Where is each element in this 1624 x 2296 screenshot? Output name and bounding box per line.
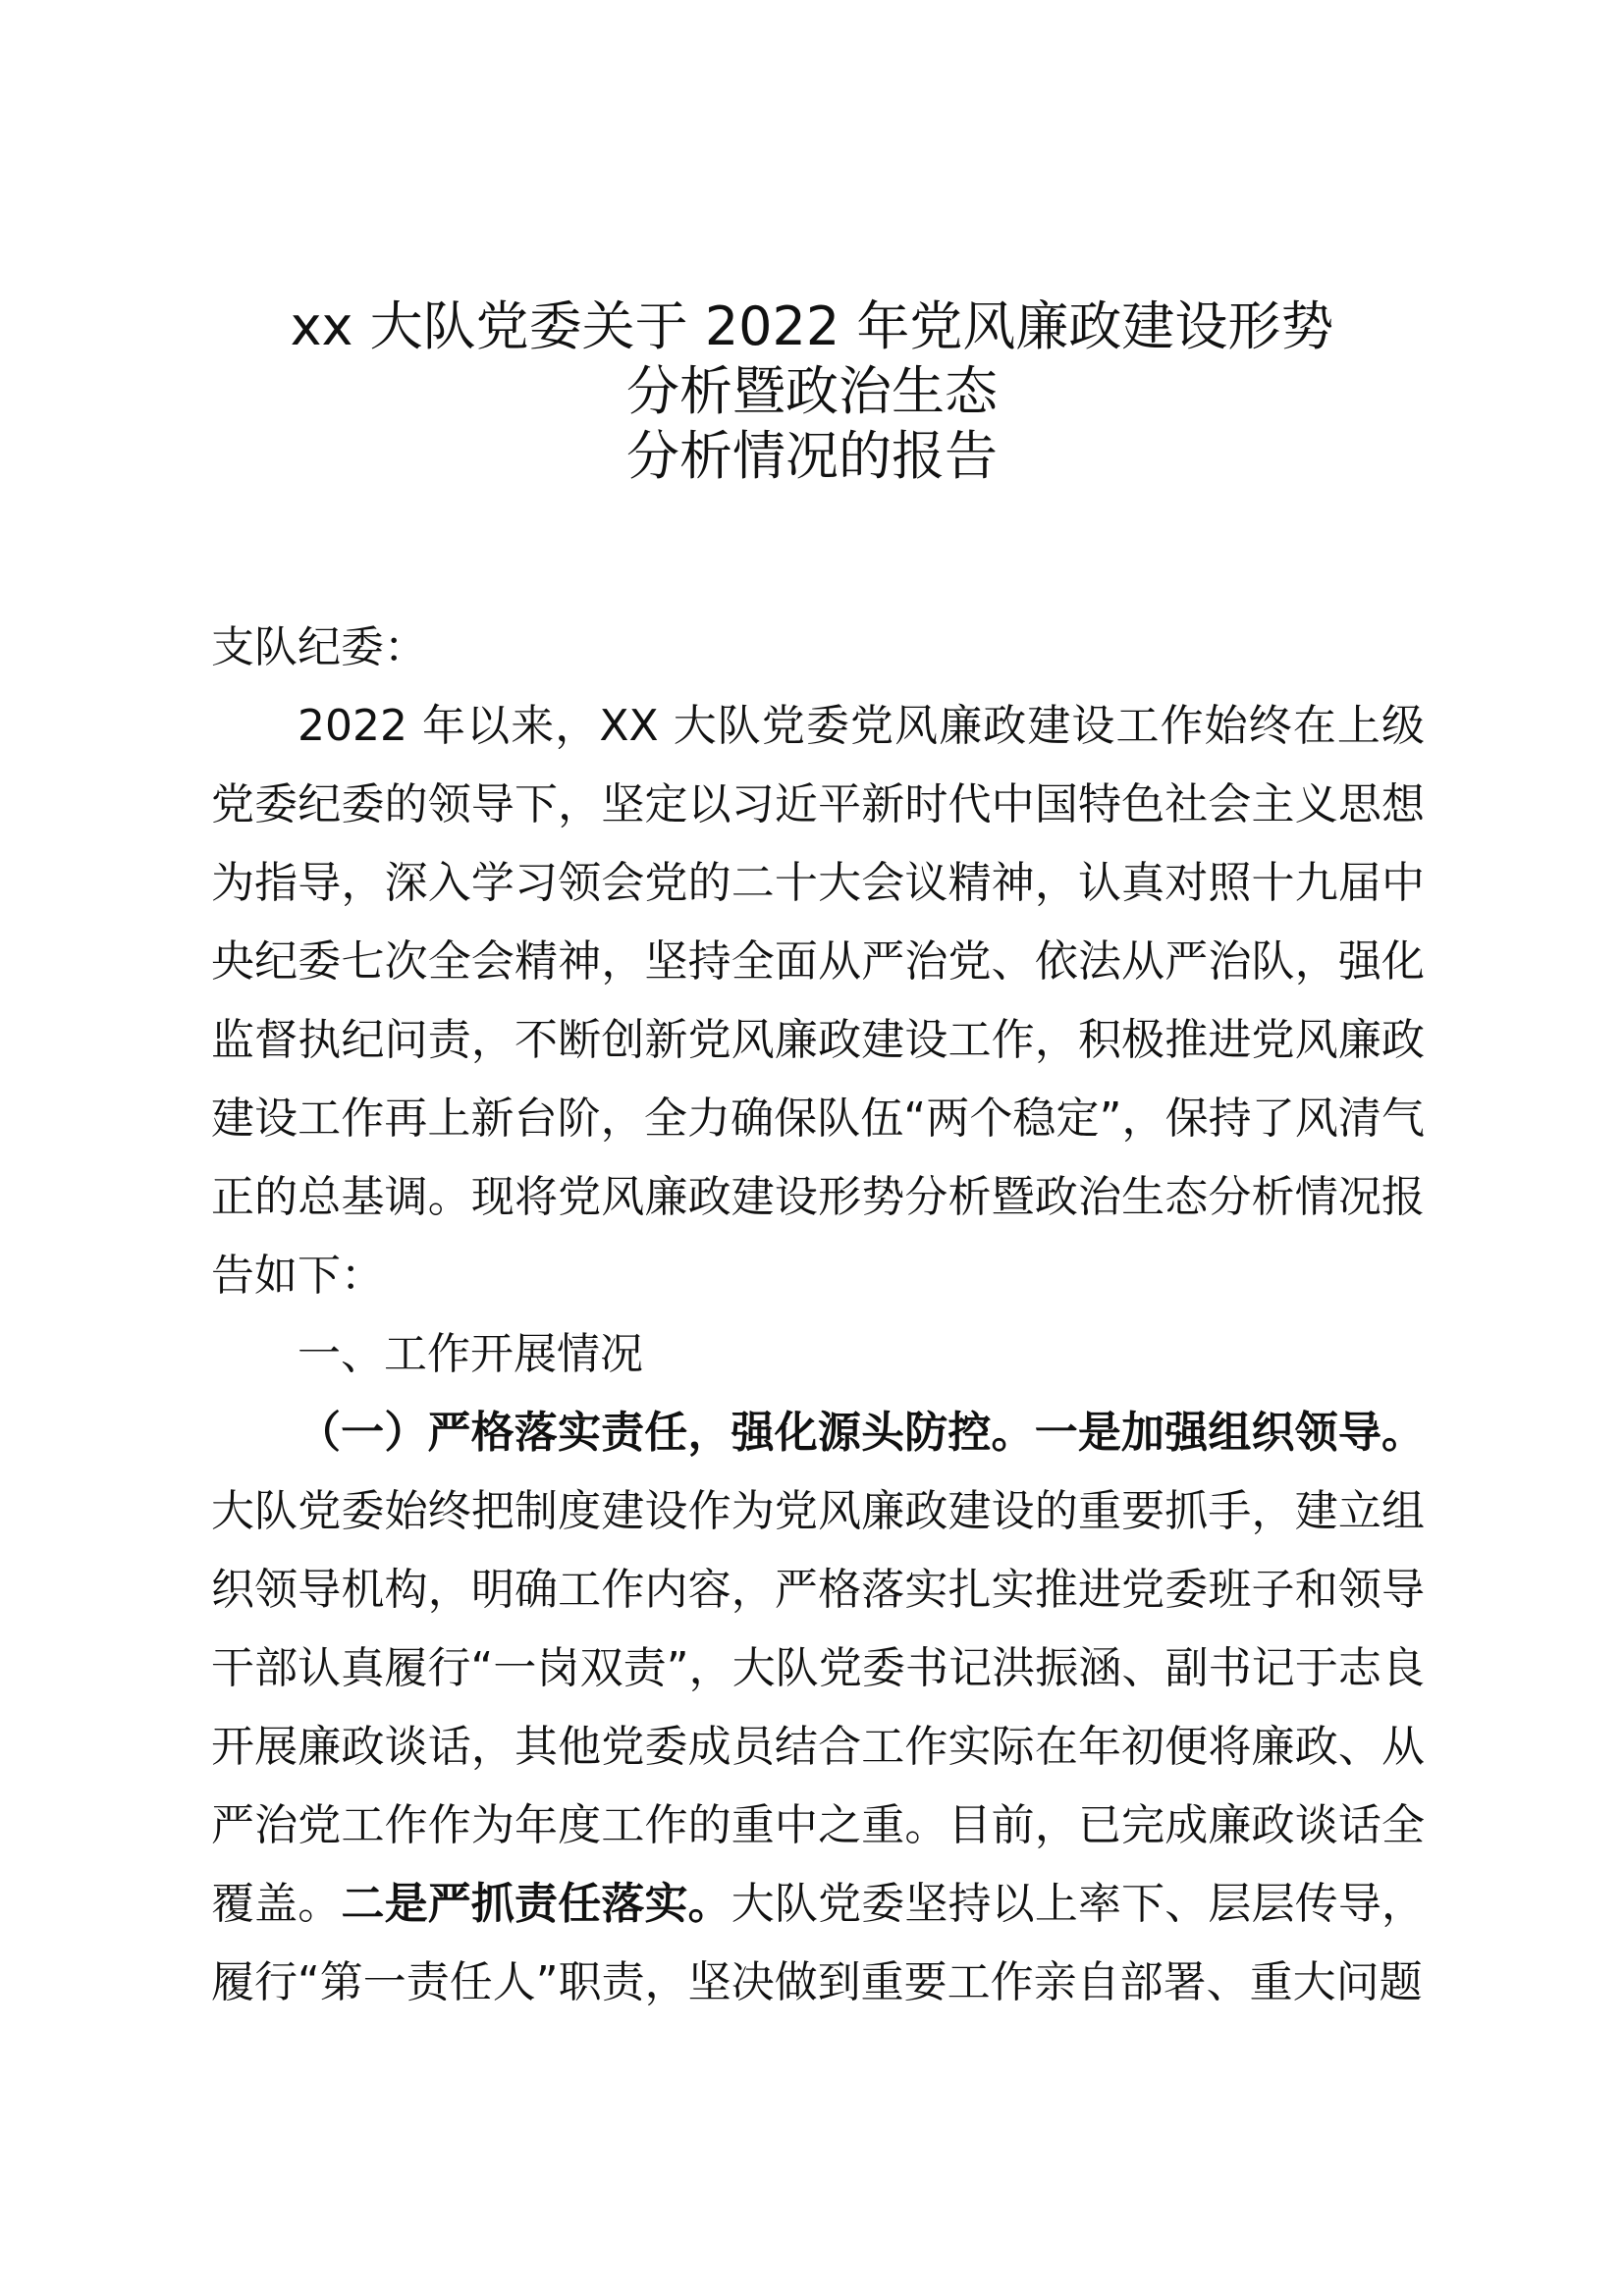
point-1-text: 大队党委始终把制度建设作为党风廉政建设的重要抓手，建立组织领导机构，明确工作内容，严格落实扎实推进党委班子和领导干部认真履行“一岗双责”，大队党委书记洪振涵、副书记于志良开展廉政谈话，其他党委成员结合工作实际在年初便将廉政、从严治党工作作为年度工作的重中之重。目前，已完成廉政谈话全覆盖。 [211,1486,1425,1929]
title-line-2: 分析暨政治生态 [626,360,998,422]
intro-paragraph: 2022 年以来，XX 大队党委党风廉政建设工作始终在上级党委纪委的领导下，坚定以习近平新时代中国特色社会主义思想为指导，深入学习领会党的二十大会议精神，认真对照十九届中央纪委七次全会精神，坚持全面从严治党、依法从严治队，强化监督执纪问责，不断创新党风廉政建设工作，积极推进党风廉政建设工作再上新台阶，全力确保队伍“两个稳定”，保持了风清气正的总基调。现将党风廉政建设形势分析暨政治生态分析情况报告如下： [211,701,1425,1301]
point-1-label: 一是加强组织领导。 [1034,1408,1425,1458]
document-body [211,609,1425,2022]
salutation: 支队纪委： [211,622,427,672]
section-paragraph [211,1394,1425,2022]
section-heading: 一、工作开展情况 [298,1329,643,1379]
point-2-label: 二是严抓责任落实。 [341,1879,731,1929]
document-title [177,294,1447,489]
point-2-text: 大队党委坚持以上率下、层层传导，履行“第一责任人”职责，坚决做到重要工作亲自部署、重大问题 [211,1879,1426,2007]
sub-heading: （一）严格落实责任，强化源头防控。 [298,1408,1035,1458]
title-line-3: 分析情况的报告 [626,425,998,487]
title-line-1: xx 大队党委关于 2022 年党风廉政建设形势 [290,295,1334,357]
